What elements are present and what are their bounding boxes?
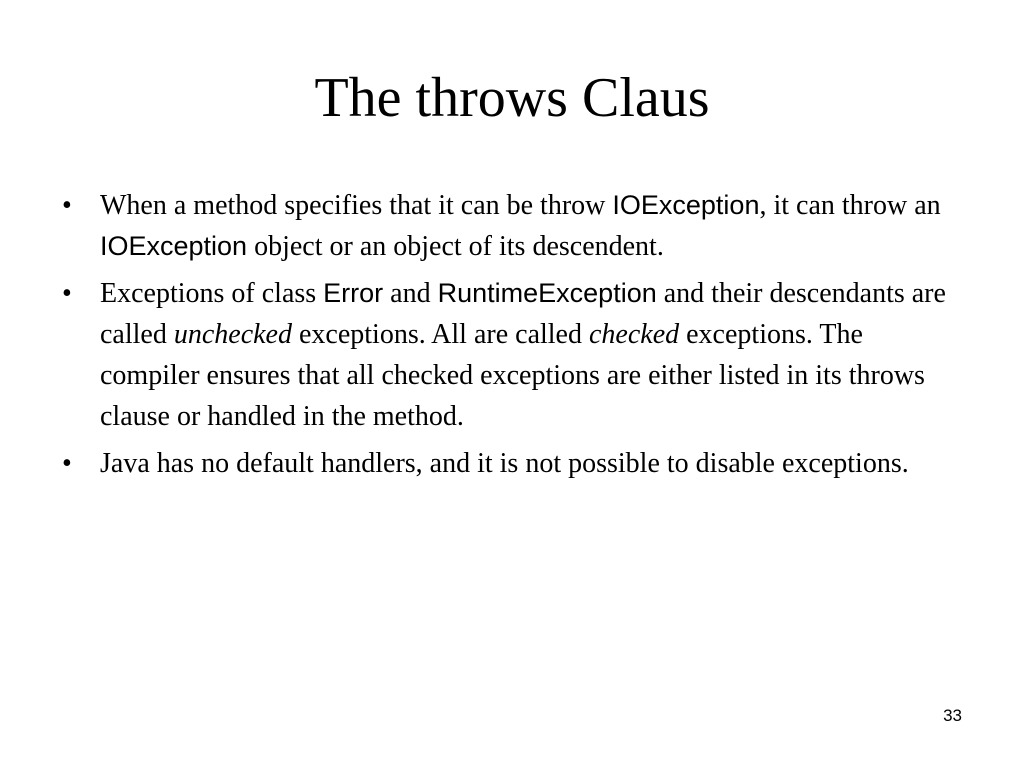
bullet-text-segment: and their descendants are called bbox=[100, 278, 946, 350]
slide-title: The throws Claus bbox=[314, 67, 710, 129]
page-number: 33 bbox=[943, 706, 962, 725]
code-term: RuntimeException bbox=[437, 278, 657, 308]
bullet-text-segment: exceptions. All are called bbox=[291, 319, 589, 350]
bullet-marker: • bbox=[62, 190, 72, 221]
bullet-text-segment: When a method specifies that it can be throw bbox=[100, 190, 613, 221]
bullet-text-segment: exceptions. The compiler ensures that all checked exceptions are either listed in its throws clause or handled in the method. bbox=[100, 319, 925, 432]
bullet-text-segment: and bbox=[383, 278, 438, 309]
italic-term: checked bbox=[588, 319, 680, 350]
bullet-text-segment: , it can throw an bbox=[759, 190, 941, 221]
bullet-marker: • bbox=[62, 278, 72, 309]
bullet-list bbox=[62, 185, 962, 490]
code-term: IOException bbox=[100, 231, 248, 261]
italic-term: unchecked bbox=[173, 319, 292, 350]
bullet-item bbox=[62, 273, 962, 437]
code-term: Error bbox=[323, 278, 384, 308]
code-term: IOException bbox=[612, 190, 760, 220]
bullet-item bbox=[62, 185, 962, 267]
bullet-text-segment: Java has no default handlers, and it is not possible to disable exceptions. bbox=[100, 448, 909, 479]
bullet-item bbox=[62, 443, 962, 484]
bullet-text-segment: object or an object of its descendent. bbox=[247, 231, 664, 262]
bullet-text-segment: Exceptions of class bbox=[100, 278, 324, 309]
bullet-marker: • bbox=[62, 448, 72, 479]
